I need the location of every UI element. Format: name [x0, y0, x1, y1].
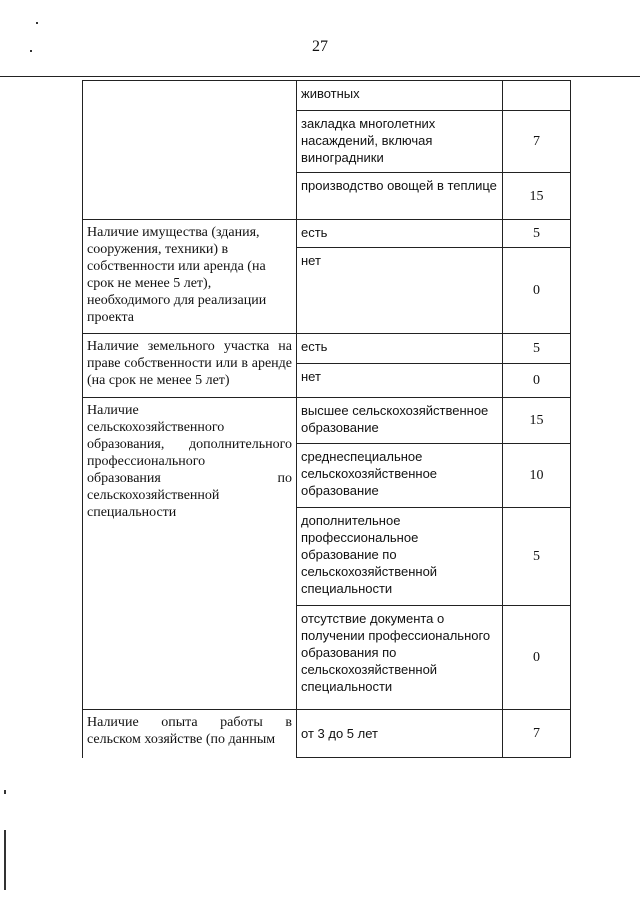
- table-row: [83, 334, 571, 364]
- criterion-cell: [83, 398, 297, 710]
- criterion-cell: Наличие земельного участка на праве собственности или в аренде (на срок не менее 5 лет): [83, 334, 297, 398]
- score-cell: 7: [503, 710, 571, 758]
- criterion-line: образования по: [87, 471, 292, 486]
- score-cell: 5: [503, 220, 571, 248]
- table-row: [83, 398, 571, 444]
- criterion-line: образования, дополнительного: [87, 437, 292, 452]
- option-cell: отсутствие документа о получении профессионального образования по сельскохозяйственной специальности: [297, 606, 503, 710]
- option-cell: среднеспециальное сельскохозяйственное образование: [297, 444, 503, 508]
- score-cell: 0: [503, 364, 571, 398]
- score-cell: 15: [503, 173, 571, 220]
- table-row: [83, 710, 571, 758]
- criterion-line: сельскохозяйственного: [87, 420, 225, 435]
- option-cell: дополнительное профессиональное образование по сельскохозяйственной специальности: [297, 508, 503, 606]
- criterion-cell: Наличие опыта работы в сельском хозяйстве (по данным: [83, 710, 297, 758]
- option-cell: животных: [297, 81, 503, 111]
- score-cell: 7: [503, 111, 571, 173]
- option-cell: закладка многолетних насаждений, включая виноградники: [297, 111, 503, 173]
- scan-artifact: [36, 22, 38, 24]
- scan-artifact: [4, 790, 6, 794]
- option-cell: высшее сельскохозяйственное образование: [297, 398, 503, 444]
- criterion-cell: Наличие имущества (здания, сооружения, техники) в собственности или аренда (на срок не менее 5 лет), необходимого для реализации проекта: [83, 220, 297, 334]
- criterion-line: сельскохозяйственной: [87, 488, 220, 503]
- score-cell: 10: [503, 444, 571, 508]
- score-cell: 0: [503, 248, 571, 334]
- header-rule: [0, 76, 640, 77]
- scan-artifact: [4, 830, 6, 890]
- criteria-table: [82, 80, 571, 758]
- score-cell: 0: [503, 606, 571, 710]
- criterion-cell-empty: [83, 81, 297, 220]
- option-cell: производство овощей в теплице: [297, 173, 503, 220]
- option-cell: нет: [297, 364, 503, 398]
- criterion-line: специальности: [87, 505, 177, 520]
- criterion-line: Наличие: [87, 403, 139, 418]
- page-number: 27: [312, 38, 328, 55]
- option-cell: от 3 до 5 лет: [297, 710, 503, 758]
- score-cell: 5: [503, 508, 571, 606]
- score-cell: 15: [503, 398, 571, 444]
- table-row: [83, 220, 571, 248]
- score-cell: [503, 81, 571, 111]
- score-cell: 5: [503, 334, 571, 364]
- criterion-line: профессионального: [87, 454, 206, 469]
- option-cell: есть: [297, 334, 503, 364]
- option-cell: есть: [297, 220, 503, 248]
- option-cell: нет: [297, 248, 503, 334]
- table-row: [83, 81, 571, 111]
